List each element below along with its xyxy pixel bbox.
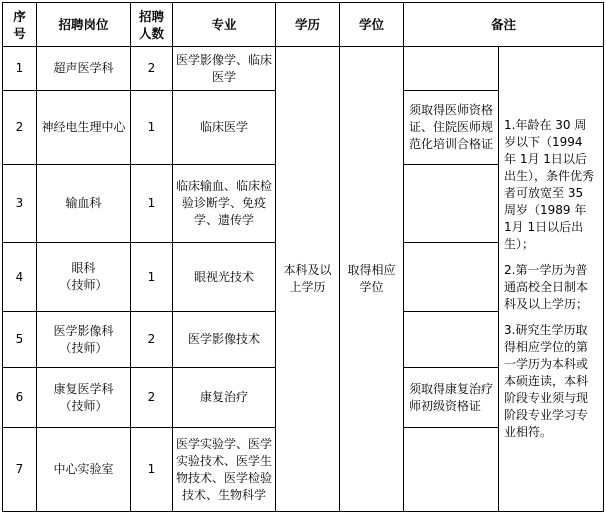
- header-count: 招聘 人数: [131, 3, 173, 47]
- row-major: 临床医学: [173, 91, 276, 165]
- note-item: 2.第一学历为普通高校全日制本科及以上学历；: [504, 263, 589, 311]
- note-item: 3.研究生学历取得相应学位的第一学历为本科或本硕连读，本科阶段专业须与现阶段专业学习专业相符。: [504, 323, 589, 439]
- degree-cell: 取得相应学位: [340, 47, 404, 512]
- row-major: 医学实验学、医学实验技术、医学生物技术、医学检验技术、生物科学: [173, 428, 276, 512]
- cert-cell-empty: [404, 428, 499, 512]
- row-count: 1: [131, 243, 173, 312]
- row-post: 医学影像科 （技师）: [37, 312, 131, 368]
- header-degree: 学位: [340, 3, 404, 47]
- row-seq: 4: [3, 243, 37, 312]
- note-item: 1.年龄在 30 周岁以下（1994 年 1月 1日以后出生），条件优秀者可放宽至 35 周岁（1989 年 1月 1日以后出生）；: [504, 118, 595, 251]
- row-major: 临床输血、临床检验诊断学、免疫学、遗传学: [173, 165, 276, 243]
- row-seq: 3: [3, 165, 37, 243]
- row-seq: 7: [3, 428, 37, 512]
- education-cell: 本科及以上学历: [276, 47, 340, 512]
- header-seq: 序 号: [3, 3, 37, 47]
- row-count: 2: [131, 368, 173, 428]
- cert-doctor-cell: 须取得医师资格证、住院医师规范化培训合格证: [404, 91, 499, 165]
- header-remarks: 备注: [404, 3, 604, 47]
- row-post: 神经电生理中心: [37, 91, 131, 165]
- row-post: 中心实验室: [37, 428, 131, 512]
- cert-cell-empty: [404, 243, 499, 312]
- cert-rehab-cell: 须取得康复治疗师初级资格证: [404, 368, 499, 428]
- cert-cell-empty: [404, 165, 499, 243]
- row-count: 1: [131, 91, 173, 165]
- row-post: 超声医学科: [37, 47, 131, 91]
- cert-cell-empty: [404, 47, 499, 91]
- header-education: 学历: [276, 3, 340, 47]
- row-seq: 5: [3, 312, 37, 368]
- table-row: [3, 47, 604, 91]
- header-post: 招聘岗位: [37, 3, 131, 47]
- header-major: 专业: [173, 3, 276, 47]
- row-count: 1: [131, 165, 173, 243]
- row-major: 医学影像学、临床医学: [173, 47, 276, 91]
- row-post: 康复医学科 （技师）: [37, 368, 131, 428]
- row-count: 2: [131, 312, 173, 368]
- row-seq: 1: [3, 47, 37, 91]
- cert-cell-empty: [404, 312, 499, 368]
- header-row: [3, 3, 604, 47]
- row-major: 康复治疗: [173, 368, 276, 428]
- row-count: 1: [131, 428, 173, 512]
- recruitment-table: [2, 2, 604, 512]
- row-count: 2: [131, 47, 173, 91]
- row-seq: 6: [3, 368, 37, 428]
- row-post: 眼科 （技师）: [37, 243, 131, 312]
- row-seq: 2: [3, 91, 37, 165]
- notes-cell: [499, 47, 604, 512]
- row-post: 输血科: [37, 165, 131, 243]
- row-major: 眼视光技术: [173, 243, 276, 312]
- recruitment-table-wrapper: [2, 2, 604, 512]
- row-major: 医学影像技术: [173, 312, 276, 368]
